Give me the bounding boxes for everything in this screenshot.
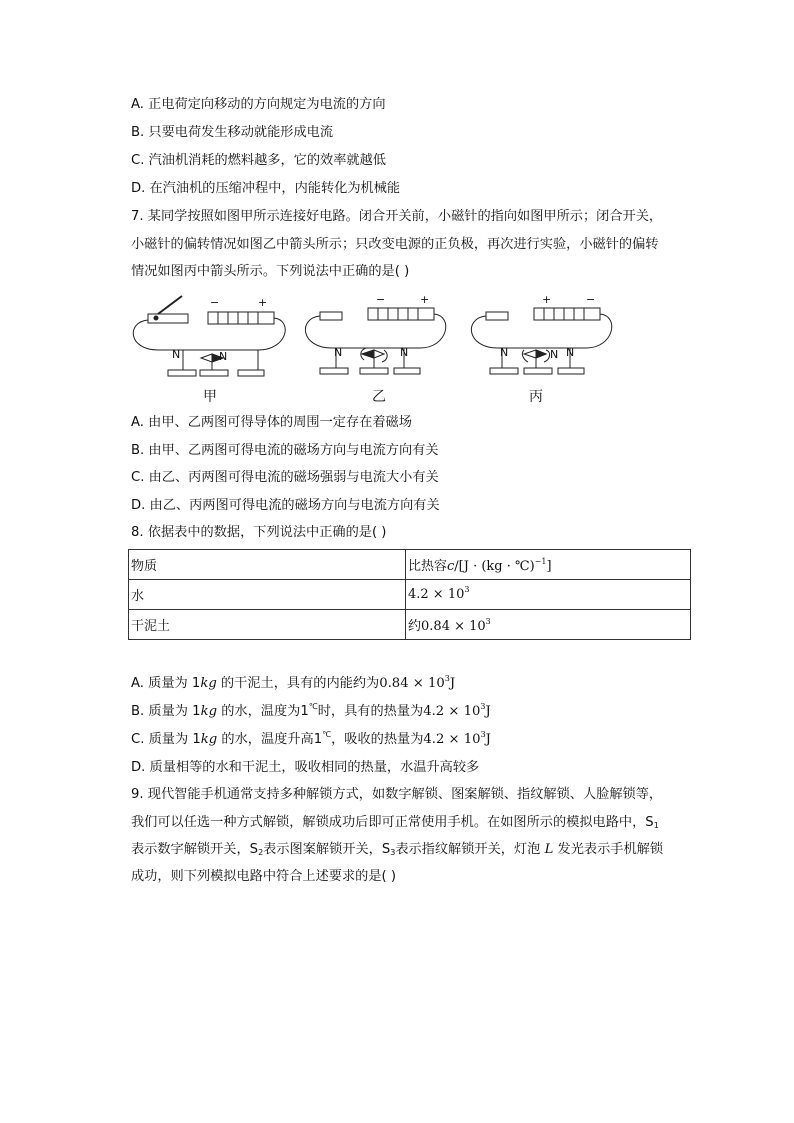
- row-soil-prefix: 约: [408, 619, 422, 634]
- q7-figures: [120, 288, 640, 386]
- row-soil-mantissa: 0.84 × 10: [421, 619, 486, 634]
- yi-pole-right: N: [400, 346, 409, 359]
- table-row: [129, 580, 691, 610]
- bing-minus-sign: −: [586, 293, 596, 306]
- figure-caption-jia: 甲: [203, 389, 217, 405]
- yi-plus-sign: +: [420, 293, 430, 306]
- row-water-value: [406, 580, 691, 610]
- q8-stem: 8. 依据表中的数据，下列说法中正确的是( ): [131, 525, 387, 540]
- table-header-row: [129, 550, 691, 580]
- row-soil-exp: 3: [485, 617, 491, 626]
- bing-needle-label: N: [550, 348, 559, 361]
- figure-caption-bing: 丙: [529, 389, 543, 405]
- q7-stem-line1: 7. 某同学按照如图甲所示连接好电路。闭合开关前，小磁针的指向如图甲所示；闭合开关，: [131, 209, 663, 224]
- figure-bing: [471, 308, 611, 374]
- q7-option-c: C. 由乙、丙两图可得电流的磁场强弱与电流大小有关: [131, 470, 439, 485]
- q6-option-a: A. 正电荷定向移动的方向规定为电流的方向: [131, 97, 386, 112]
- q9-line2: 我们可以任选一种方式解锁，解锁成功后即可正常使用手机。在如图所示的模拟电路中，$S_1$: [131, 815, 659, 830]
- row-water-mantissa: 4.2 × 10: [408, 587, 465, 602]
- header-prefix: 比热容: [408, 559, 448, 574]
- yi-minus-sign: −: [376, 293, 386, 306]
- q7-stem-line3: 情况如图丙中箭头所示。下列说法中正确的是( ): [131, 264, 410, 279]
- q6-option-d: D. 在汽油机的压缩冲程中，内能转化为机械能: [131, 181, 401, 196]
- row-water-exp: 3: [464, 585, 470, 594]
- q7-option-a: A. 由甲、乙两图可得导体的周围一定存在着磁场: [131, 415, 412, 430]
- figure-caption-yi: 乙: [372, 389, 386, 405]
- header-substance: 物质: [129, 550, 406, 580]
- q6-option-b: B. 只要电荷发生移动就能形成电流: [131, 125, 334, 140]
- specific-heat-table: [128, 549, 691, 640]
- figure-yi: [305, 308, 445, 374]
- bing-pole-right: N: [566, 346, 575, 359]
- q8-option-a: A. 质量为 1kg 的干泥土，具有的内能约为$0.84 \times 10^3J$: [131, 674, 456, 691]
- row-soil-name: 干泥土: [129, 610, 406, 640]
- jia-minus-sign: −: [210, 296, 220, 309]
- yi-pole-left: N: [334, 346, 343, 359]
- header-exp: −1: [534, 557, 547, 566]
- q7-stem-line2: 小磁针的偏转情况如图乙中箭头所示；只改变电源的正负极，再次进行实验，小磁针的偏转: [131, 237, 659, 252]
- jia-plus-sign: +: [258, 296, 268, 309]
- bing-plus-sign: +: [542, 293, 552, 306]
- q8-option-b: B. 质量为 1kg 的水，温度为1℃时，具有的热量为$4.2 \times 10^3J$: [131, 702, 491, 719]
- q6-option-c: C. 汽油机消耗的燃料越多，它的效率就越低: [131, 153, 386, 168]
- q8-option-c: C. 质量为 1kg 的水，温度升高1℃，吸收的热量为$4.2 \times 10^3J$: [131, 730, 491, 747]
- q7-option-b: B. 由甲、乙两图可得电流的磁场方向与电流方向有关: [131, 443, 439, 458]
- q9-line1: 9. 现代智能手机通常支持多种解锁方式，如数字解锁、图案解锁、指纹解锁、人脸解锁等，: [131, 787, 663, 802]
- header-symbol: c: [447, 559, 455, 574]
- table-row: [129, 610, 691, 640]
- row-water-name: 水: [129, 580, 406, 610]
- header-unit: /[J · (kg · ℃): [454, 559, 535, 574]
- q8-option-d: D. 质量相等的水和干泥土，吸收相同的热量，水温升高较多: [131, 760, 480, 775]
- row-soil-value: [406, 610, 691, 640]
- jia-needle-label: N: [219, 350, 228, 363]
- q7-option-d: D. 由乙、丙两图可得电流的磁场方向与电流方向有关: [131, 498, 440, 513]
- bing-pole-left: N: [500, 346, 509, 359]
- jia-pole-left: N: [172, 348, 181, 361]
- q9-line4: 成功，则下列模拟电路中符合上述要求的是( ): [131, 869, 397, 884]
- q9-line3: 表示数字解锁开关，$S_2$表示图案解锁开关，$S_3$表示指纹解锁开关，灯泡 L 发光表示手机解锁: [131, 842, 664, 857]
- header-end: ]: [546, 559, 552, 574]
- header-specific-heat: [406, 550, 691, 580]
